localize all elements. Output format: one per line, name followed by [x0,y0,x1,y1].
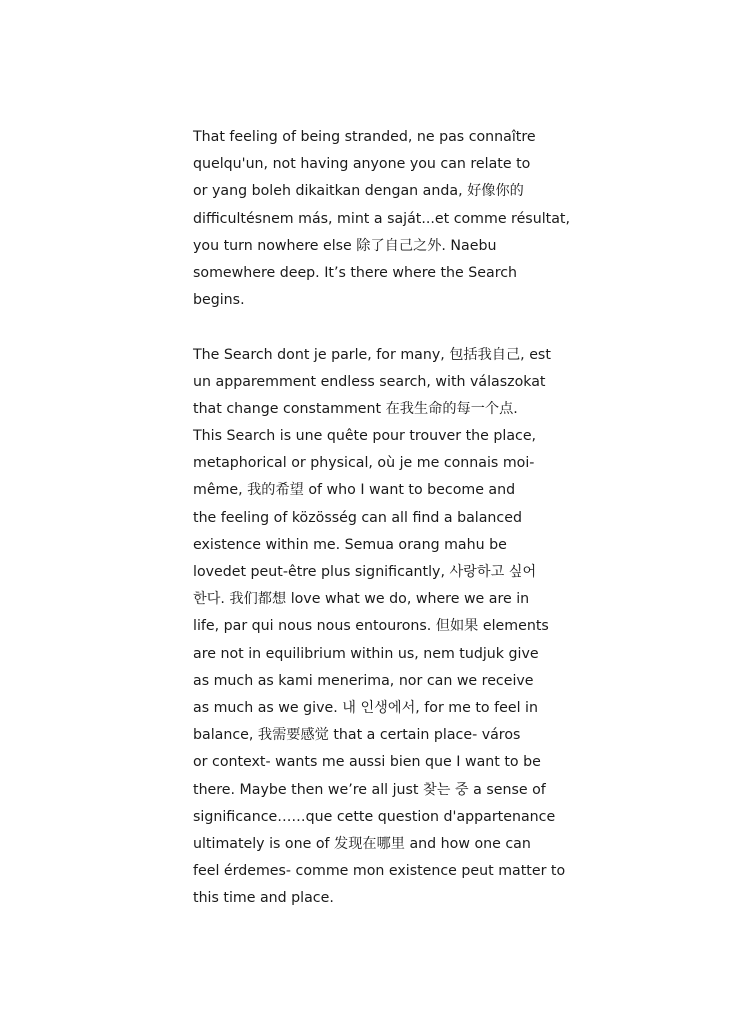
text-line: life, par qui nous nous entourons. 但如果 elements [193,618,549,635]
text-line: difficultésnem más, mint a saját...et comme résultat, [193,210,570,227]
text-line: are not in equilibrium within us, nem tudjuk give [193,645,539,662]
text-line: somewhere deep. It’s there where the Search [193,264,518,281]
text-line: that change constamment 在我生命的每一个点. [193,400,518,417]
body-text [193,124,570,912]
text-line: The Search dont je parle, for many, 包括我自己, est [193,346,551,363]
text-line: as much as kami menerima, nor can we receive [193,672,534,689]
text-line: balance, 我需要感觉 that a certain place- város [193,727,521,744]
paragraph-1 [193,124,570,314]
text-line: begins. [193,292,245,309]
text-line: or context- wants me aussi bien que I want to be [193,754,541,771]
paragraph-2 [193,342,566,913]
text-line: significance……que cette question d'appartenance [193,808,556,825]
text-line: you turn nowhere else 除了自己之外. Naebu [193,237,497,254]
text-line: même, 我的希望 of who I want to become and [193,482,516,499]
text-line: this time and place. [193,890,334,907]
text-line: This Search is une quête pour trouver the place, [193,428,537,445]
text-line: lovedet peut-être plus significantly, 사랑하고 싶어 [193,564,537,580]
text-line: existence within me. Semua orang mahu be [193,536,507,553]
text-line: feel érdemes- comme mon existence peut matter to [193,863,566,880]
text-line: or yang boleh dikaitkan dengan anda, 好像你的 [193,183,524,200]
text-line: ultimately is one of 发现在哪里 and how one can [193,835,531,852]
text-line: there. Maybe then we’re all just 찾는 중 a sense of [193,781,546,798]
text-line: 한다. 我们都想 love what we do, where we are in [193,591,530,608]
paragraph-spacer [193,314,563,341]
text-line: metaphorical or physical, où je me connais moi- [193,455,535,472]
text-line: as much as we give. 내 인생에서, for me to feel in [193,699,538,716]
text-line: the feeling of közösség can all find a balanced [193,509,522,526]
text-line: un apparemment endless search, with válaszokat [193,373,546,390]
text-line: quelqu'un, not having anyone you can relate to [193,156,531,173]
text-line: That feeling of being stranded, ne pas connaître [193,129,536,145]
